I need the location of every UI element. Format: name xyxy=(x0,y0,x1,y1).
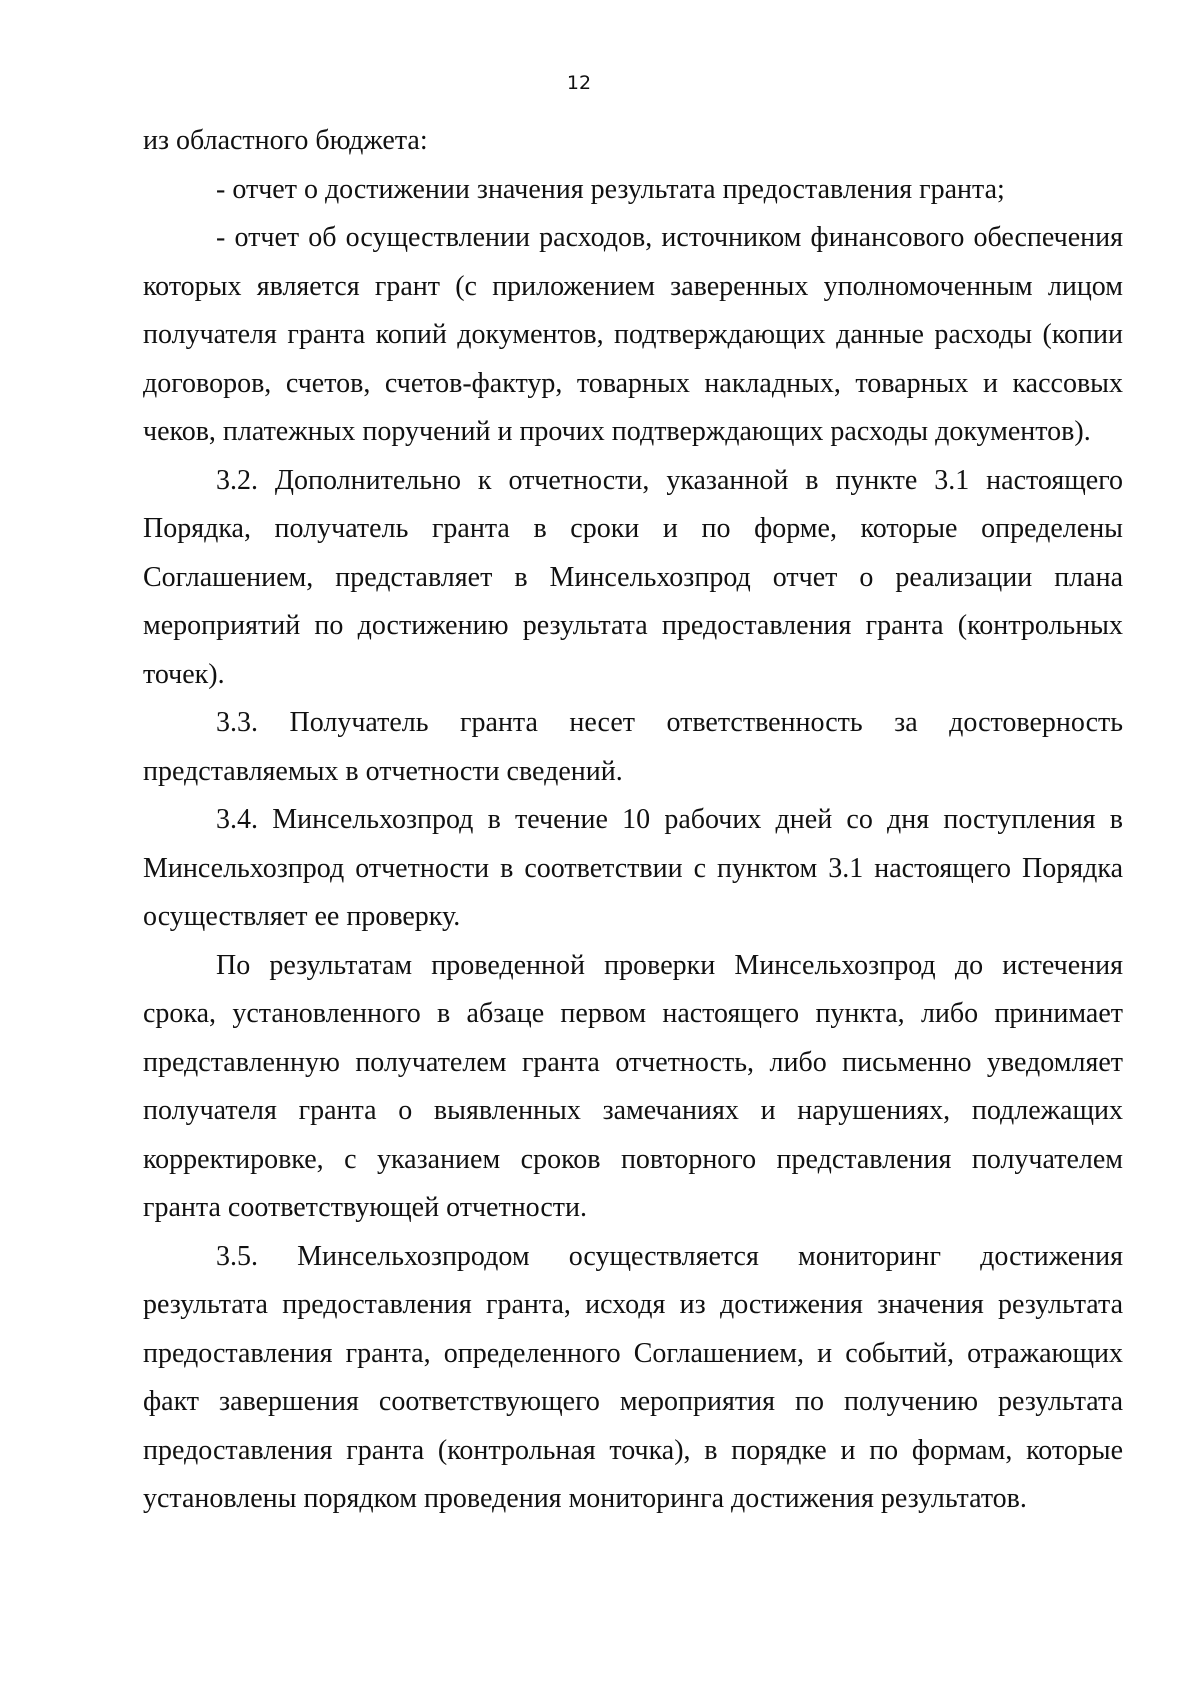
paragraph-3-2: 3.2. Дополнительно к отчетности, указанной в пункте 3.1 настоящего Порядка, получатель гранта в сроки и по форме, которые определены Соглашением, представляет в Минсельхозпрод отчет о реализации плана мероприятий по достижению результата предоставления гранта (контрольных точек). xyxy=(143,464,1123,690)
paragraph-3-4: 3.4. Минсельхозпрод в течение 10 рабочих дней со дня поступления в Минсельхозпрод отчетности в соответствии с пунктом 3.1 настоящего Порядка осуществляет ее проверку. xyxy=(143,804,1123,932)
list-item-result-report: - отчет о достижении значения результата предоставления гранта; xyxy=(216,173,1005,205)
document-body xyxy=(143,117,1123,1524)
page-number: 12 xyxy=(566,72,592,94)
paragraph-budget-continuation: из областного бюджета: xyxy=(143,125,428,156)
list-item-expense-report: - отчет об осуществлении расходов, источником финансового обеспечения которых является грант (с приложением заверенных уполномоченным лицом получателя гранта копий документов, подтверждающих данные расходы (копии договоров, счетов, счетов-фактур, товарных накладных, товарных и кассовых чеков, платежных поручений и прочих подтверждающих расходы документов). xyxy=(143,222,1123,447)
paragraph-3-5: 3.5. Минсельхозпродом осуществляется мониторинг достижения результата предоставления гранта, исходя из достижения значения результата предоставления гранта, определенного Соглашением, и событий, отражающих факт завершения соответствующего мероприятия по получению результата предоставления гранта (контрольная точка), в порядке и по формам, которые установлены порядком проведения мониторинга достижения результатов. xyxy=(143,1240,1123,1514)
paragraph-3-3: 3.3. Получатель гранта несет ответственность за достоверность представляемых в отчетности сведений. xyxy=(143,707,1123,787)
paragraph-3-4-review-results: По результатам проведенной проверки Минсельхозпрод до истечения срока, установленного в абзаце первом настоящего пункта, либо принимает представленную получателем гранта отчетность, либо письменно уведомляет получателя гранта о выявленных замечаниях и нарушениях, подлежащих корректировке, с указанием сроков повторного представления получателем гранта соответствующей отчетности. xyxy=(143,949,1123,1223)
